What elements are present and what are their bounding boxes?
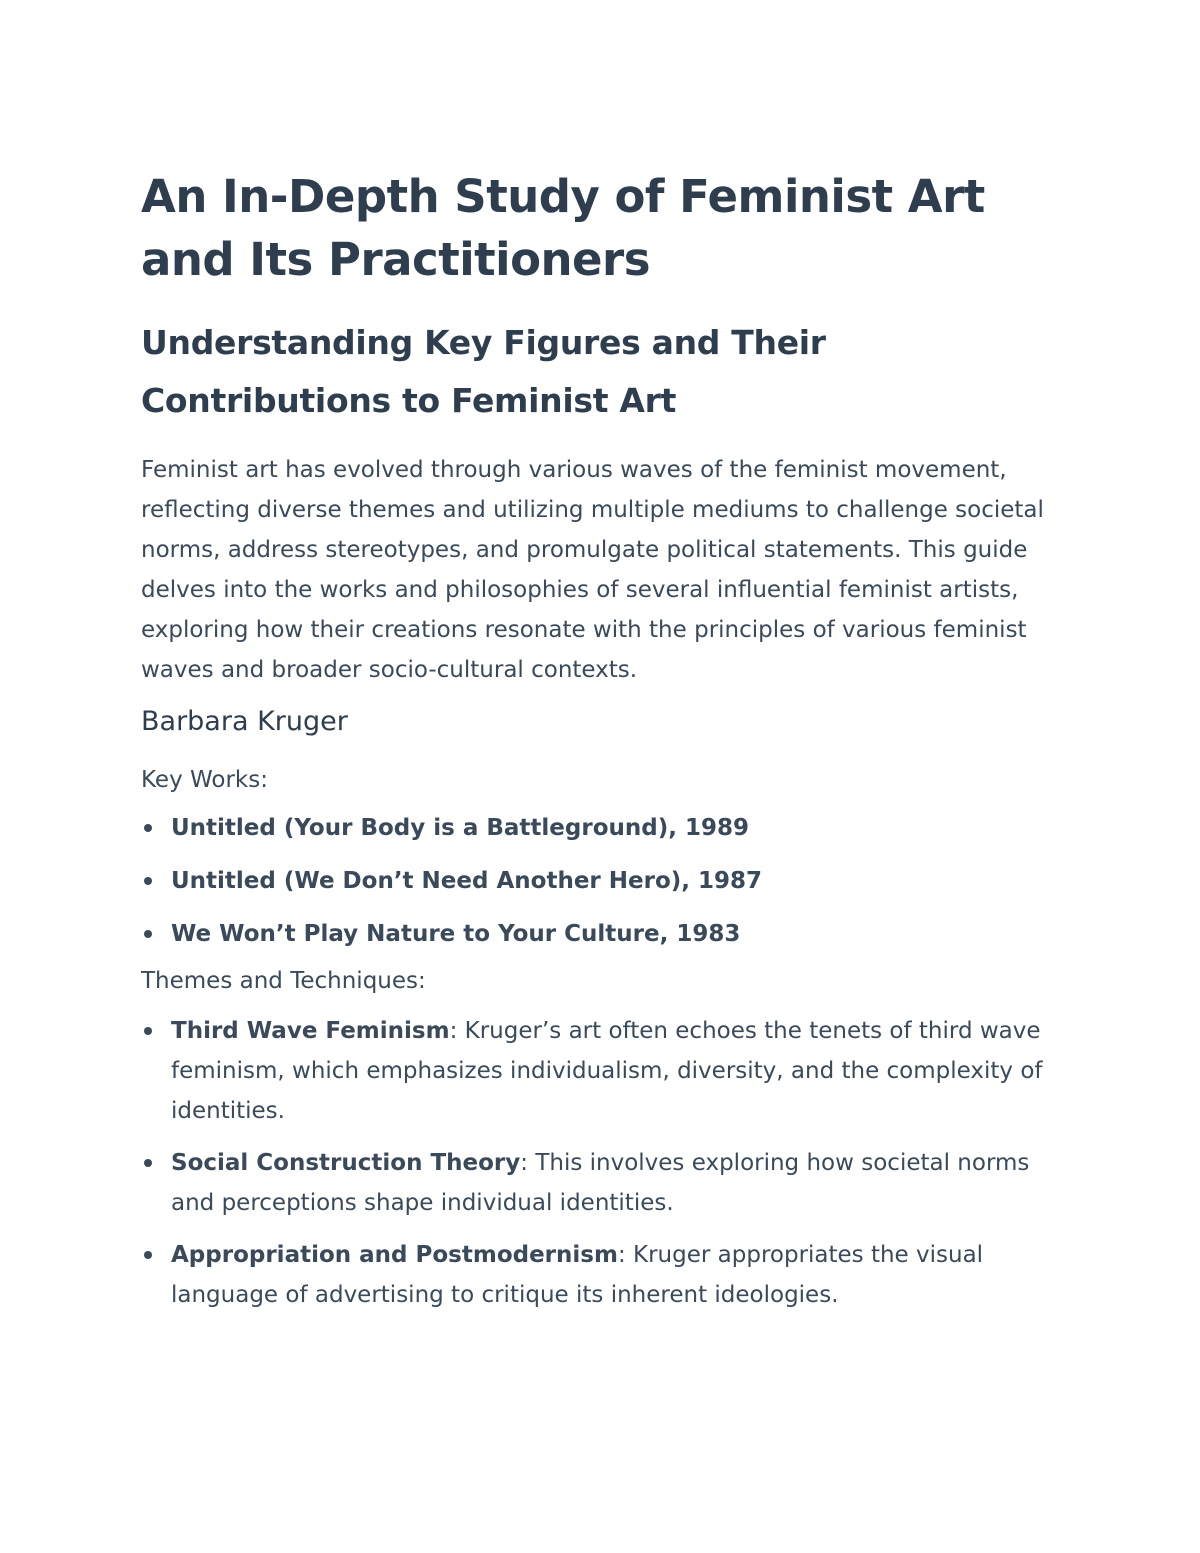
bullet-icon	[144, 1159, 152, 1167]
theme-term: Third Wave Feminism	[171, 1018, 450, 1044]
theme-separator: :	[520, 1150, 536, 1176]
theme-separator: :	[617, 1242, 634, 1268]
list-item	[141, 808, 1061, 848]
key-work-title: Untitled (We Don’t Need Another Hero), 1987	[171, 868, 763, 894]
bullet-icon	[144, 824, 152, 832]
list-item	[141, 914, 1061, 954]
page-subtitle: Understanding Key Figures and Their Contributions to Feminist Art	[141, 323, 826, 420]
theme-term: Appropriation and Postmodernism	[171, 1242, 618, 1268]
bullet-icon	[144, 930, 152, 938]
key-works-label: Key Works:	[141, 767, 268, 793]
list-item	[141, 1235, 1061, 1315]
theme-description: Kruger appropriates the visual language of advertising to critique its inherent ideologies.	[171, 1242, 984, 1308]
bullet-icon	[144, 1251, 152, 1259]
bullet-icon	[144, 1027, 152, 1035]
themes-list	[141, 1011, 1061, 1315]
artist-name: Barbara Kruger	[141, 706, 348, 737]
theme-description: Kruger’s art often echoes the tenets of third wave feminism, which emphasizes individualism, diversity, and the complexity of identities.	[171, 1018, 1043, 1124]
theme-separator: :	[449, 1018, 465, 1044]
key-works-list	[141, 808, 1061, 954]
list-item	[141, 861, 1061, 901]
theme-description: This involves exploring how societal norms and perceptions shape individual identities.	[171, 1150, 1030, 1216]
key-work-title: Untitled (Your Body is a Battleground), 1989	[171, 815, 749, 841]
document-page	[141, 165, 1061, 1327]
key-work-title: We Won’t Play Nature to Your Culture, 1983	[171, 921, 741, 947]
bullet-icon	[144, 877, 152, 885]
page-title: An In-Depth Study of Feminist Art and Its Practitioners	[141, 170, 985, 286]
list-item	[141, 1143, 1061, 1223]
theme-term: Social Construction Theory	[171, 1150, 521, 1176]
intro-paragraph: Feminist art has evolved through various waves of the feminist movement, reflecting diverse themes and utilizing multiple mediums to challenge societal norms, address stereotypes, and promulgate political statements. This guide delves into the works and philosophies of several influential feminist artists, exploring how their creations resonate with the principles of various feminist waves and broader socio-cultural contexts.	[141, 457, 1044, 683]
list-item	[141, 1011, 1061, 1131]
themes-label: Themes and Techniques:	[141, 968, 426, 994]
